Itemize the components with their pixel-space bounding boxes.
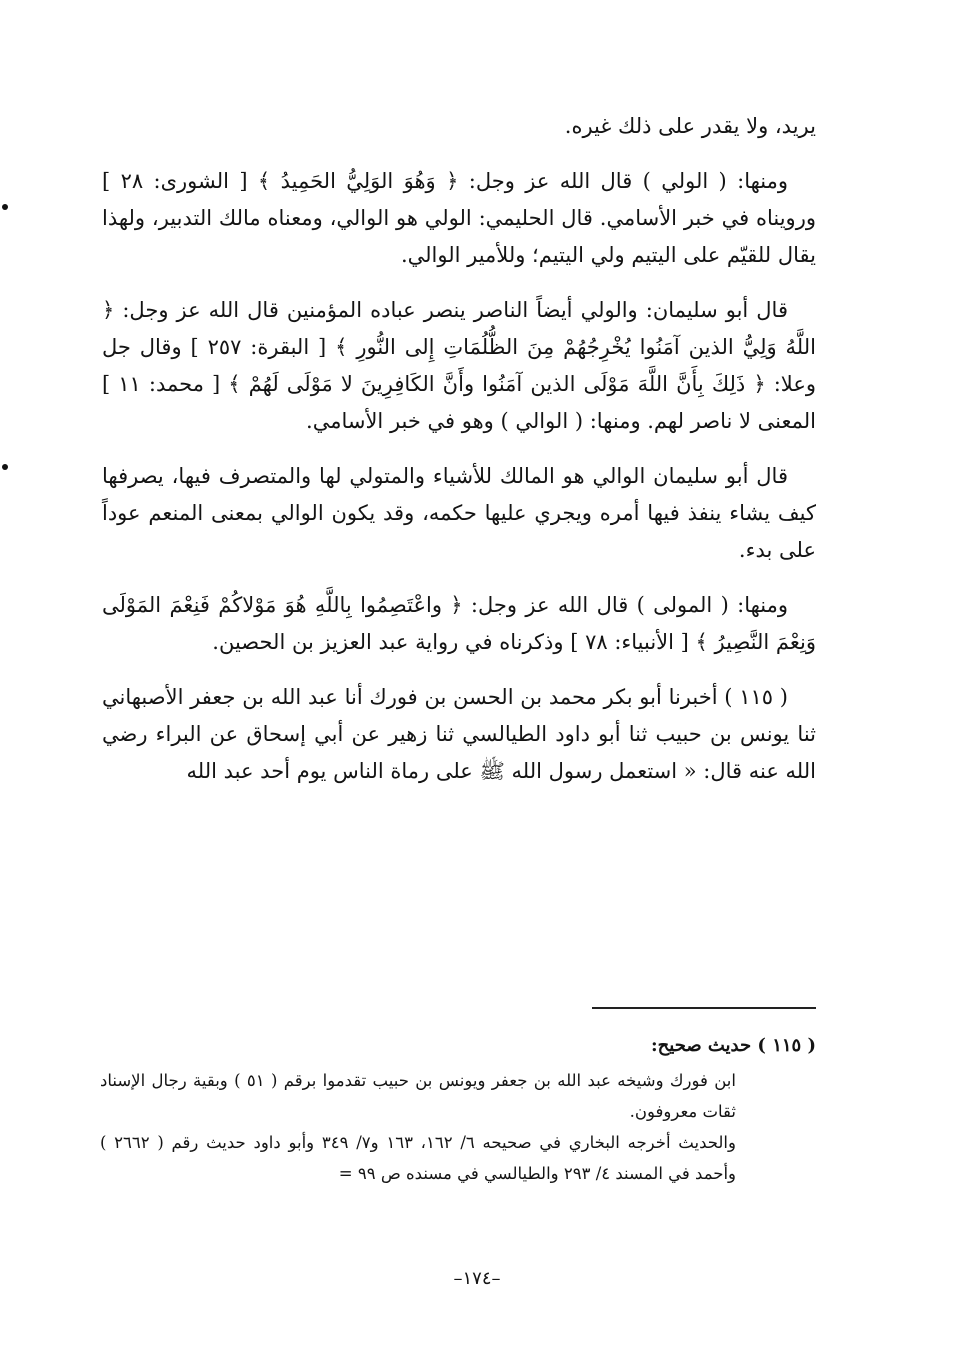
paragraph-hadith-115: ( ١١٥ ) أخبرنا أبو بكر محمد بن الحسن بن فورك أنا عبد الله بن جعفر الأصبهاني ثنا يونس بن حبيب ثنا أبو داود الطيالسي ثنا زهير عن أبي إسحاق عن البراء رضي الله عنه قال: « استعمل رسول الله ﷺ على رماة الناس يوم أحد عبد الله — [102, 685, 816, 783]
paragraph-al-mawla: ومنها: ( المولى ) قال الله عز وجل: ﴿ واعْتَصِمُوا بِاللَّهِ هُوَ مَوْلاكُمْ فَنِعْمَ المَوْلَى وَنِعْمَ النَّصِيرُ ﴾ [ الأنبياء: ٧٨ ] وذكرناه في رواية عبد العزيز بن الحصين. — [102, 593, 816, 654]
footnote-separator — [592, 1007, 816, 1009]
scan-mark — [2, 204, 8, 210]
paragraph-al-waali: قال أبو سليمان الوالي هو المالك للأشياء والمتولي لها والمتصرف فيها، يصرفها كيف يشاء ينفذ فيها أمره ويجري عليها حكمه، وقد يكون الوالي بمعنى المنعم عوداً على بدء. — [102, 464, 816, 562]
main-text — [102, 108, 816, 808]
footnote-title: ( ١١٥ ) حديث صحيح: — [651, 1035, 816, 1056]
scan-mark — [2, 464, 8, 470]
paragraph-1: يريد، ولا يقدر على ذلك غيره. — [564, 114, 816, 138]
paragraph-abu-sulayman-nasir: قال أبو سليمان: والولي أيضاً الناصر ينصر عباده المؤمنين قال الله عز وجل: ﴿ اللَّهُ وَلِيُّ الذين آمَنُوا يُخْرِجُهُمْ مِنَ الظُّلُمَاتِ إِلى النُّورِ ﴾ [ البقرة: ٢٥٧ ] وقال جل وعلا: ﴿ ذَلِكَ بِأَنَّ اللَّهَ مَوْلَى الذين آمَنُوا وأَنَّ الكَافِرِينَ لا مَوْلَى لَهُمْ ﴾ [ محمد: ١١ ] المعنى لا ناصر لهم. ومنها: ( الوالي ) وهو في خبر الأسامي. — [102, 298, 816, 433]
footnote-line: ابن فورك وشيخه عبد الله بن جعفر ويونس بن حبيب تقدموا برقم ( ٥١ ) وبقية رجال الإسناد ثقات معروفون. — [100, 1071, 736, 1121]
footnote-line: والحديث أخرجه البخاري في صحيحه ٦/ ١٦٢، ١٦٣ و٧/ ٣٤٩ وأبو داود حديث رقم ( ٢٦٦٢ ) وأحمد في المسند ٤/ ٢٩٣ والطيالسي في مسنده ص ٩٩ = — [100, 1133, 736, 1183]
paragraph-al-wali: ومنها: ( الولي ) قال الله عز وجل: ﴿ وَهُوَ الوَلِيُّ الحَمِيدُ ﴾ [ الشورى: ٢٨ ] ورويناه في خبر الأسامي. قال الحليمي: الولي هو الوالي، ومعناه مالك التدبير، ولهذا يقال للقيّم على اليتيم ولي اليتيم؛ وللأمير الوالي. — [102, 169, 816, 267]
page-number: –١٧٤– — [453, 1268, 501, 1289]
footnote — [100, 1030, 816, 1189]
